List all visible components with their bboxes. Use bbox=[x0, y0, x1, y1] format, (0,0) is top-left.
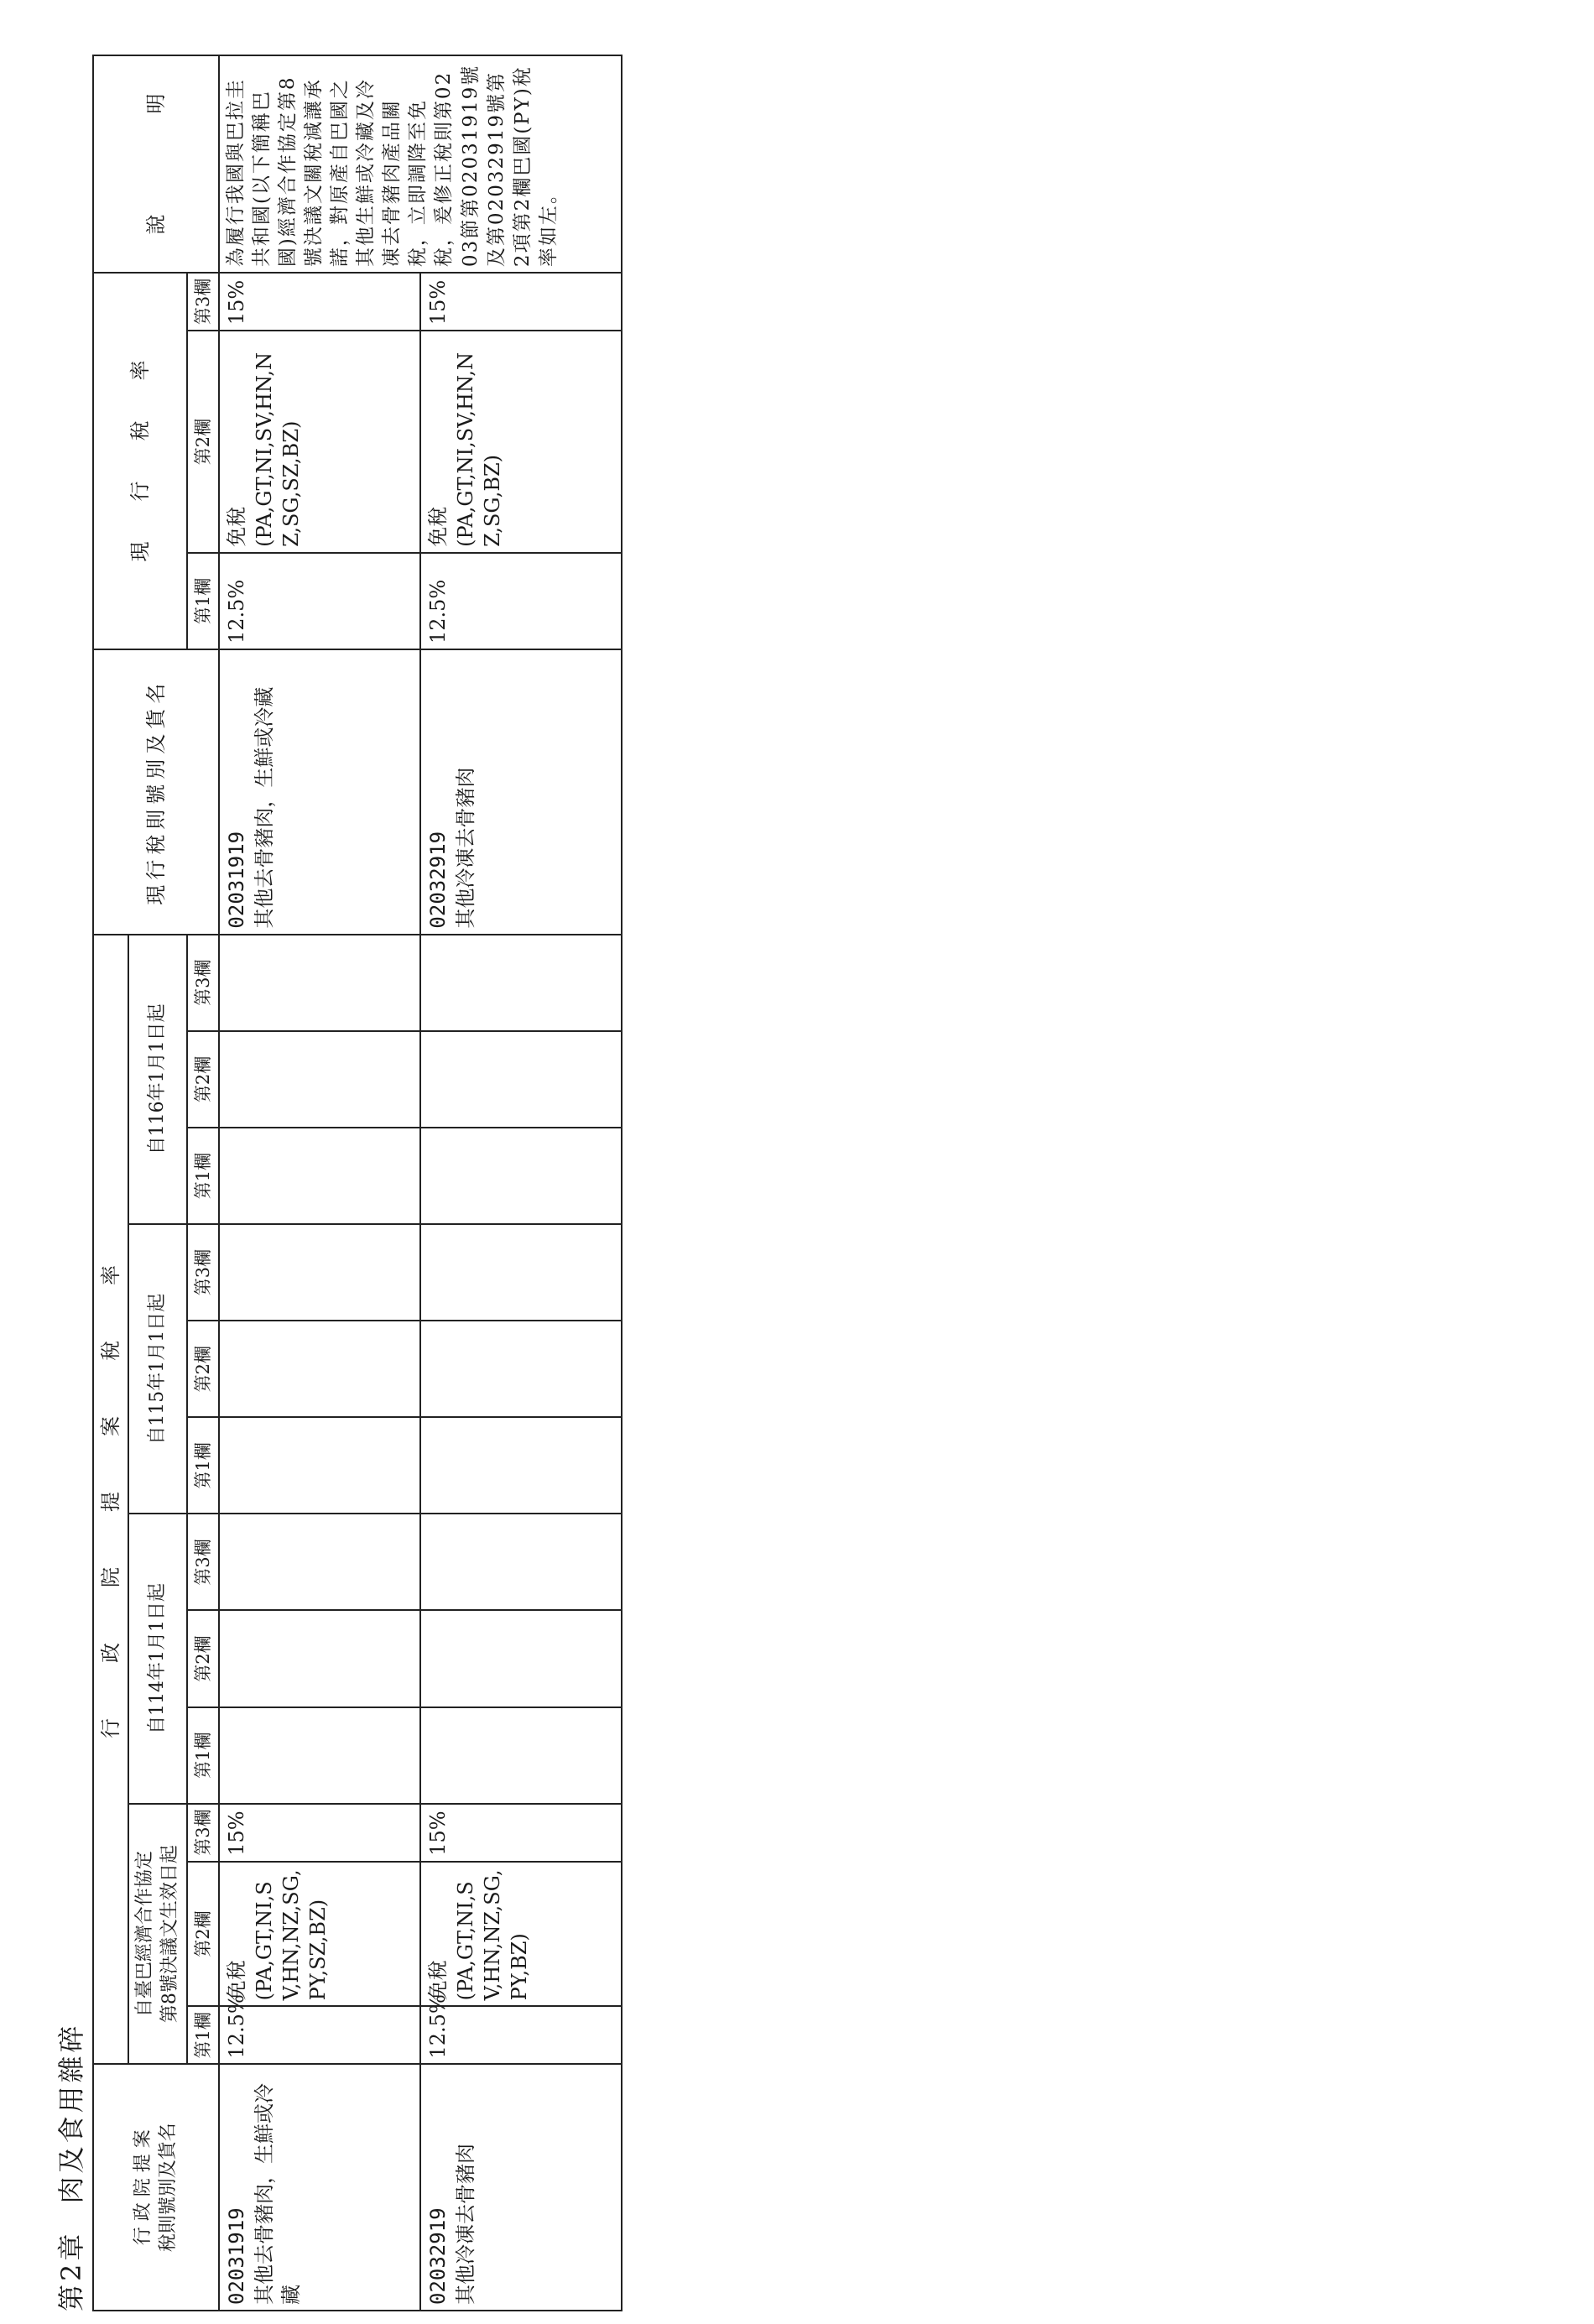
period-114-header: 自114年1月1日起 bbox=[128, 1514, 186, 1803]
current-col3-header: 第3欄 bbox=[187, 273, 219, 331]
tariff-table bbox=[92, 55, 622, 2311]
current-name: 其他冷凍去骨豬肉 bbox=[453, 767, 477, 929]
proposal-item-cell bbox=[219, 2064, 420, 2311]
current-col3-value: 15% bbox=[420, 273, 622, 331]
p115-col2-header: 第2欄 bbox=[187, 1321, 219, 1417]
proposal-name: 其他冷凍去骨豬肉 bbox=[453, 2144, 477, 2305]
p114-col1-header: 第1欄 bbox=[187, 1707, 219, 1804]
p116-col1-header: 第1欄 bbox=[187, 1128, 219, 1224]
proposal-name: 其他去骨豬肉，生鮮或冷藏 bbox=[252, 2083, 303, 2305]
agreement-col3-value: 15% bbox=[219, 1804, 420, 1862]
p115-col2-value bbox=[219, 1321, 420, 1417]
header-row-1 bbox=[93, 55, 128, 2311]
table-row bbox=[420, 55, 622, 2311]
p116-col3-value bbox=[420, 935, 622, 1031]
agreement-col3-header: 第3欄 bbox=[187, 1804, 219, 1862]
p114-col1-value bbox=[420, 1707, 622, 1804]
agreement-col2-header: 第2欄 bbox=[187, 1862, 219, 2007]
proposal-code: 02031919 bbox=[225, 2207, 249, 2305]
proposal-code-header: 行 政 院 提 案 稅則號別及貨名 bbox=[93, 2064, 219, 2311]
p116-col1-value bbox=[420, 1128, 622, 1224]
p115-col1-value bbox=[219, 1417, 420, 1514]
header-row-3 bbox=[187, 55, 219, 2311]
rotated-sheet bbox=[50, 46, 914, 2311]
current-col2-header: 第2欄 bbox=[187, 331, 219, 553]
period-115-header: 自115年1月1日起 bbox=[128, 1224, 186, 1514]
agreement-col1-value: 12.5% bbox=[420, 2006, 622, 2064]
p115-col3-value bbox=[420, 1224, 622, 1321]
current-col1-value: 12.5% bbox=[219, 553, 420, 649]
agreement-col2-value: 免稅 (PA,GT,NI,SV,HN,NZ,SG,PY,SZ,BZ) bbox=[219, 1862, 420, 2007]
p116-col3-value bbox=[219, 935, 420, 1031]
p114-col1-value bbox=[219, 1707, 420, 1804]
p114-col2-value bbox=[420, 1610, 622, 1707]
current-code-header: 現行稅則號別及貨名 bbox=[93, 649, 219, 935]
agreement-col2-value: 免稅 (PA,GT,NI,SV,HN,NZ,SG,PY,BZ) bbox=[420, 1862, 622, 2007]
p116-col3-header: 第3欄 bbox=[187, 935, 219, 1031]
p115-col1-header: 第1欄 bbox=[187, 1417, 219, 1514]
proposal-rates-header: 行 政 院 提 案 稅 率 bbox=[93, 935, 128, 2065]
current-col2-value: 免稅 (PA,GT,NI,SV,HN,NZ,SG,SZ,BZ) bbox=[219, 331, 420, 553]
current-item-cell bbox=[219, 649, 420, 935]
agreement-period-header: 自臺巴經濟合作協定 第8號決議文生效日起 bbox=[128, 1804, 186, 2065]
current-item-cell bbox=[420, 649, 622, 935]
chapter-number: 第2章 bbox=[55, 2230, 87, 2311]
agreement-col3-value: 15% bbox=[420, 1804, 622, 1862]
current-col1-value: 12.5% bbox=[420, 553, 622, 649]
agreement-col1-header: 第1欄 bbox=[187, 2006, 219, 2064]
current-name: 其他去骨豬肉，生鮮或冷藏 bbox=[252, 686, 276, 929]
p116-col2-value bbox=[420, 1031, 622, 1128]
current-col1-header: 第1欄 bbox=[187, 553, 219, 649]
chapter-title: 肉及食用雜碎 bbox=[55, 2022, 87, 2204]
p115-col3-value bbox=[219, 1224, 420, 1321]
table-row bbox=[219, 55, 420, 2311]
proposal-code: 02032919 bbox=[426, 2207, 451, 2305]
agreement-col1-value: 12.5% bbox=[219, 2006, 420, 2064]
current-col3-value: 15% bbox=[219, 273, 420, 331]
p114-col3-header: 第3欄 bbox=[187, 1514, 219, 1610]
p115-col1-value bbox=[420, 1417, 622, 1514]
p114-col3-value bbox=[420, 1514, 622, 1610]
p114-col3-value bbox=[219, 1514, 420, 1610]
p116-col2-value bbox=[219, 1031, 420, 1128]
remarks-text: 為履行我國與巴拉圭共和國(以下簡稱巴國)經濟合作協定第8號決議文關稅減讓承諾，對原產自巴國之其他生鮮或冷藏及冷凍去骨豬肉產品關稅，立即調降至免稅，爰修正稅則第0203節第02031919號及第02032919號第2項第2欄巴國(PY)稅率如左。 bbox=[219, 55, 622, 273]
current-rates-header: 現 行 稅 率 bbox=[93, 273, 187, 649]
current-code: 02032919 bbox=[426, 831, 451, 929]
remarks-header: 說 明 bbox=[93, 55, 219, 273]
p114-col2-header: 第2欄 bbox=[187, 1610, 219, 1707]
proposal-item-cell bbox=[420, 2064, 622, 2311]
period-116-header: 自116年1月1日起 bbox=[128, 935, 186, 1224]
p116-col1-value bbox=[219, 1128, 420, 1224]
current-col2-value: 免稅 (PA,GT,NI,SV,HN,NZ,SG,BZ) bbox=[420, 331, 622, 553]
p116-col2-header: 第2欄 bbox=[187, 1031, 219, 1128]
p114-col2-value bbox=[219, 1610, 420, 1707]
chapter-heading bbox=[50, 2007, 89, 2311]
p115-col3-header: 第3欄 bbox=[187, 1224, 219, 1321]
current-code: 02031919 bbox=[225, 831, 249, 929]
p115-col2-value bbox=[420, 1321, 622, 1417]
